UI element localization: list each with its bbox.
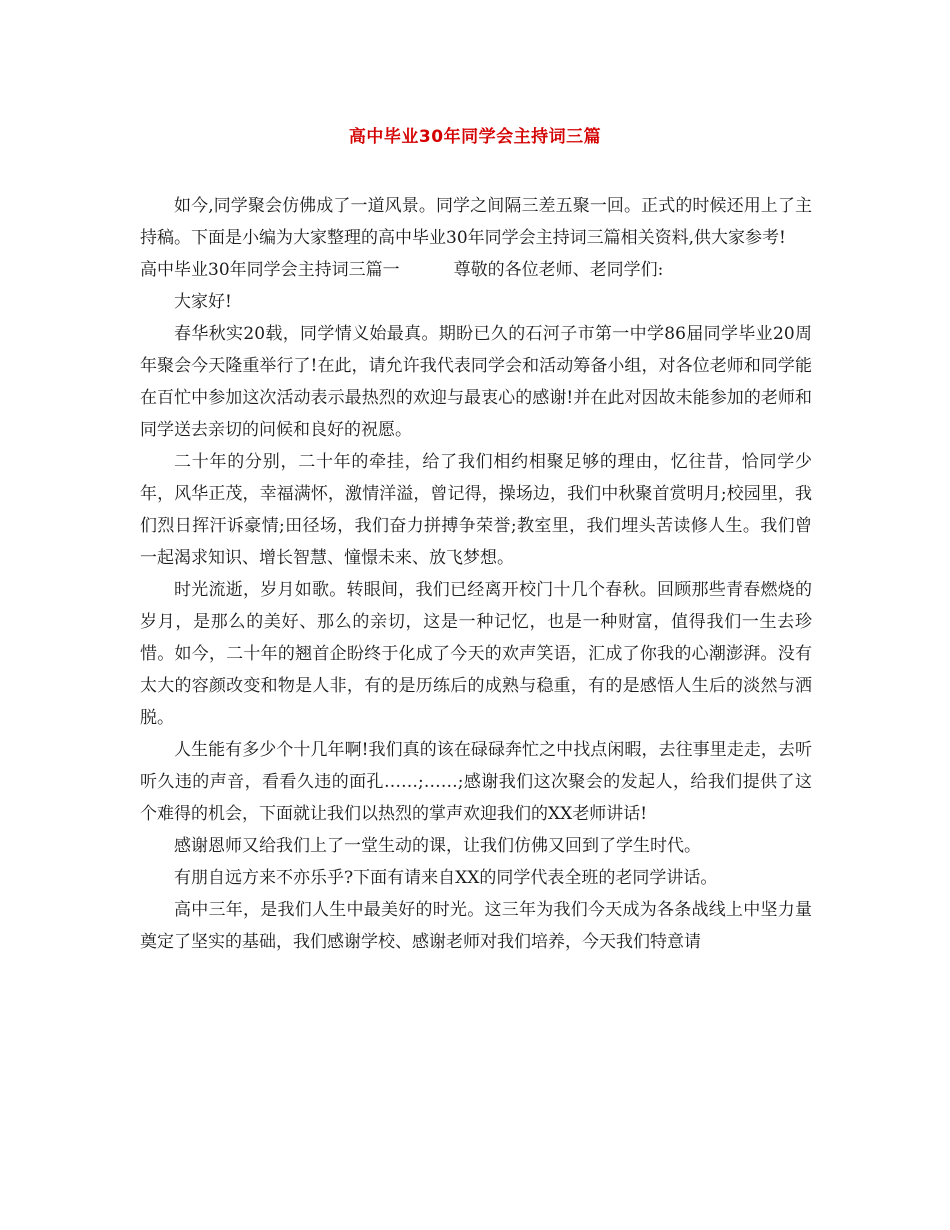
document-title: 高中毕业30年同学会主持词三篇 (348, 127, 602, 147)
body-paragraph: 春华秋实20载，同学情义始最真。期盼已久的石河子市第一中学86届同学毕业20周年聚会今天隆重举行了!在此，请允许我代表同学会和活动筹备小组，对各位老师和同学能在百忙中参加这次活动表示最热烈的欢迎与最衷心的感谢!并在此对因故未能参加的老师和同学送去亲切的问候和良好的祝愿。 (140, 324, 812, 440)
body-paragraph: 有朋自远方来不亦乐乎?下面有请来自XX的同学代表全班的老同学讲话。 (174, 868, 718, 888)
document-body (140, 190, 812, 958)
body-paragraph: 大家好! (174, 292, 232, 312)
body-paragraph: 人生能有多少个十几年啊!我们真的该在碌碌奔忙之中找点闲暇，去往事里走走，去听听久违的声音，看看久违的面孔……;……;感谢我们这次聚会的发起人，给我们提供了这个难得的机会，下面就让我们以热烈的掌声欢迎我们的XX老师讲话! (140, 740, 812, 824)
intro-paragraph: 如今,同学聚会仿佛成了一道风景。同学之间隔三差五聚一回。正式的时候还用上了主持稿。下面是小编为大家整理的高中毕业30年同学会主持词三篇相关资料,供大家参考! (140, 196, 812, 248)
body-paragraph: 二十年的分别，二十年的牵挂，给了我们相约相聚足够的理由，忆往昔，恰同学少年，风华正茂，幸福满怀，激情洋溢，曾记得，操场边，我们中秋聚首赏明月;校园里，我们烈日挥汗诉豪情;田径场，我们奋力拼搏争荣誉;教室里，我们埋头苦读修人生。我们曾一起渴求知识、增长智慧、憧憬未来、放飞梦想。 (140, 452, 812, 568)
section-heading-line (140, 254, 812, 286)
body-paragraph: 时光流逝，岁月如歌。转眼间，我们已经离开校门十几个春秋。回顾那些青春燃烧的岁月，是那么的美好、那么的亲切，这是一种记忆，也是一种财富，值得我们一生去珍惜。如今，二十年的翘首企盼终于化成了今天的欢声笑语，汇成了你我的心潮澎湃。没有太大的容颜改变和物是人非，有的是历练后的成熟与稳重，有的是感悟人生后的淡然与洒脱。 (140, 580, 812, 728)
salutation: 尊敬的各位老师、老同学们: (453, 260, 664, 280)
body-paragraph: 高中三年，是我们人生中最美好的时光。这三年为我们今天成为各条战线上中坚力量奠定了坚实的基础，我们感谢学校、感谢老师对我们培养，今天我们特意请 (140, 900, 812, 952)
section-heading: 高中毕业30年同学会主持词三篇一 (140, 260, 400, 280)
body-paragraph: 感谢恩师又给我们上了一堂生动的课，让我们仿佛又回到了学生时代。 (174, 836, 701, 856)
